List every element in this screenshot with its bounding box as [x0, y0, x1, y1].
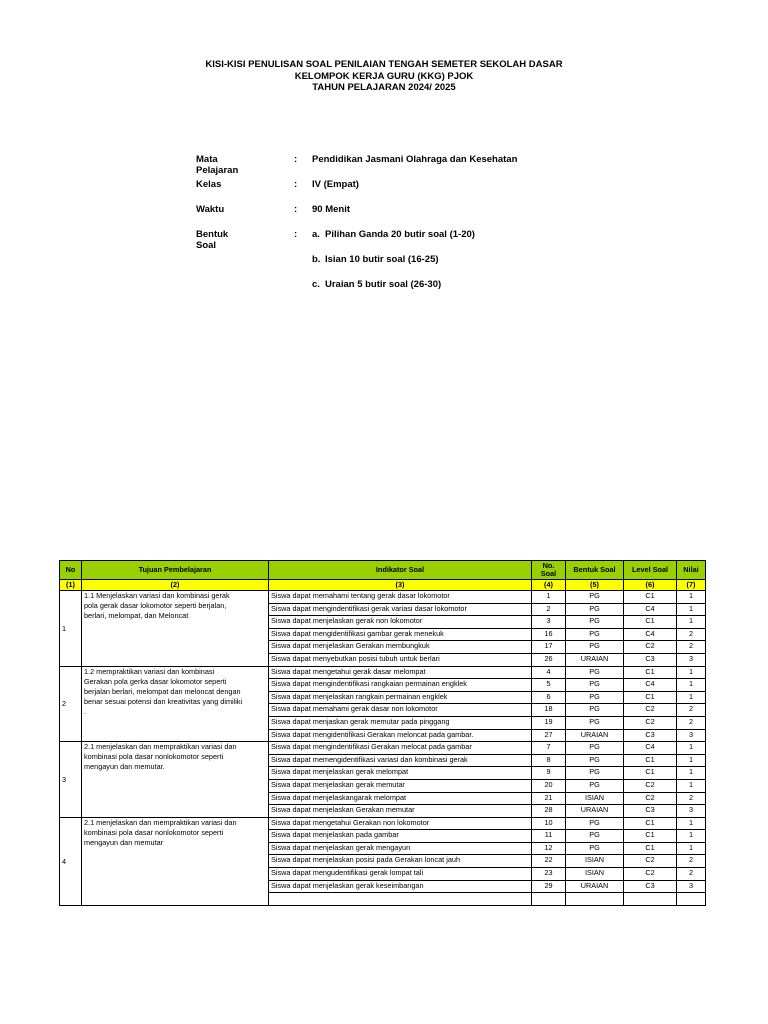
no-soal-cell: 4 — [532, 666, 566, 679]
bentuk-soal-cell: PG — [566, 679, 624, 692]
level-soal-cell: C2 — [624, 704, 677, 717]
nilai-cell: 2 — [677, 855, 706, 868]
nilai-cell: 1 — [677, 679, 706, 692]
bentuk-soal-cell: PG — [566, 691, 624, 704]
tujuan-line: 1.2 mempraktikan variasi dan kombinasi — [84, 666, 215, 676]
table-body — [60, 591, 706, 906]
indikator-cell: Siswa dapat mengindentifikasi Gerakan melocat pada gambar — [269, 742, 532, 755]
no-soal-cell: 23 — [532, 868, 566, 881]
tujuan-line: kombinasi pola dasar nonlokomotor seperti — [84, 752, 224, 762]
bentuk-text: Pilihan Ganda 20 butir soal (1-20) — [325, 229, 475, 240]
tujuan-line: mengayun dan memutar. — [84, 762, 165, 772]
meta-colon: : — [294, 229, 298, 240]
tujuan-line: Gerakan pola gerka dasar lokomotor seperti — [84, 676, 227, 686]
nilai-cell: 1 — [677, 830, 706, 843]
tujuan-line: pola gerak dasar lokomotor seperti berjalan, — [84, 601, 227, 610]
tujuan-line: berjalan berlari, melompat dan meloncat dengan — [84, 686, 241, 696]
indikator-cell: Siswa dapat menyebutkan posisi tubuh untuk berlari — [269, 653, 532, 666]
indikator-cell: Siswa dapat mengindentifikasi gerak variasi dasar lokomotor — [269, 603, 532, 616]
header-level: Level Soal — [624, 561, 677, 580]
table-row — [60, 666, 706, 679]
level-soal-cell: C3 — [624, 880, 677, 893]
meta-colon: : — [294, 204, 298, 215]
bentuk-soal-cell: PG — [566, 817, 624, 830]
column-number: (5) — [566, 580, 624, 591]
tujuan-pembelajaran — [82, 742, 269, 818]
nilai-cell: 1 — [677, 817, 706, 830]
nilai-cell: 2 — [677, 704, 706, 717]
bentuk-item — [312, 254, 439, 265]
level-soal-cell: C1 — [624, 767, 677, 780]
nilai-cell: 1 — [677, 691, 706, 704]
tujuan-line: 2.1 menjelaskan dan mempraktikan variasi dan — [84, 817, 237, 827]
bentuk-letter: c. — [312, 279, 320, 290]
indikator-cell: Siswa dapat menjelaskan gerak mengayun — [269, 842, 532, 855]
header-tujuan: Tujuan Pembelajaran — [82, 561, 269, 580]
meta-value: IV (Empat) — [312, 179, 359, 190]
indikator-cell: Siswa dapat mengindentifikasi rangkaian permainan engklek — [269, 679, 532, 692]
tujuan-pembelajaran — [82, 666, 269, 742]
tujuan-line: . — [84, 706, 87, 716]
tujuan-pembelajaran — [82, 817, 269, 905]
no-soal-cell: 8 — [532, 754, 566, 767]
level-soal-cell: C2 — [624, 716, 677, 729]
level-soal-cell: C4 — [624, 628, 677, 641]
indikator-cell: Siswa dapat mengidentifikasi gambar gerak menekuk — [269, 628, 532, 641]
meta-label: Bentuk Soal — [196, 229, 229, 251]
level-soal-cell: C1 — [624, 691, 677, 704]
level-soal-cell: C1 — [624, 830, 677, 843]
nilai-cell: 2 — [677, 792, 706, 805]
column-number: (7) — [677, 580, 706, 591]
indikator-cell: Siswa dapat menjelaskan Gerakan memutar — [269, 805, 532, 818]
level-soal-cell: C3 — [624, 653, 677, 666]
bentuk-soal-cell: PG — [566, 742, 624, 755]
tujuan-line: mengayun dan memutar — [84, 837, 164, 847]
indikator-cell: Siswa dapat memahami tentang gerak dasar lokomotor — [269, 591, 532, 604]
no-soal-cell: 11 — [532, 830, 566, 843]
nilai-cell: 1 — [677, 767, 706, 780]
header-indikator: Indikator Soal — [269, 561, 532, 580]
meta-label: Mata Pelajaran — [196, 154, 239, 176]
bentuk-soal-cell: URAIAN — [566, 880, 624, 893]
no-soal-cell: 10 — [532, 817, 566, 830]
title-line-3: TAHUN PELAJARAN 2024/ 2025 — [312, 82, 456, 93]
bentuk-soal-cell: PG — [566, 704, 624, 717]
no-soal-cell: 28 — [532, 805, 566, 818]
nilai-cell: 3 — [677, 729, 706, 742]
bentuk-soal-cell: PG — [566, 842, 624, 855]
meta-colon: : — [294, 179, 298, 190]
nilai-cell: 1 — [677, 616, 706, 629]
indikator-cell: Siswa dapat menjelaskan gerak memutar — [269, 779, 532, 792]
tujuan-line: kombinasi pola dasar nonlokomotor seperti — [84, 827, 224, 837]
no-soal-cell — [532, 893, 566, 906]
level-soal-cell: C2 — [624, 779, 677, 792]
bentuk-soal-cell: PG — [566, 830, 624, 843]
header-no-soal-line1: No. — [542, 561, 555, 570]
header-no-soal — [532, 561, 566, 580]
bentuk-soal-cell: ISIAN — [566, 868, 624, 881]
header-nilai: Nilai — [677, 561, 706, 580]
level-soal-cell: C1 — [624, 591, 677, 604]
indikator-cell: Siswa dapat menjelaskan gerak non lokomotor — [269, 616, 532, 629]
nilai-cell: 1 — [677, 779, 706, 792]
no-soal-cell: 29 — [532, 880, 566, 893]
level-soal-cell: C2 — [624, 855, 677, 868]
no-soal-cell: 2 — [532, 603, 566, 616]
bentuk-soal-cell: URAIAN — [566, 653, 624, 666]
no-soal-cell: 16 — [532, 628, 566, 641]
level-soal-cell: C2 — [624, 641, 677, 654]
indikator-cell: Siswa dapat menjelaskan gerak melompat — [269, 767, 532, 780]
table-row — [60, 742, 706, 755]
kisi-kisi-table — [59, 560, 706, 906]
indikator-cell: Siswa dapat memengidentifikasi variasi dan kombinasi gerak — [269, 754, 532, 767]
no-soal-cell: 3 — [532, 616, 566, 629]
meta-label: Kelas — [196, 179, 222, 190]
nilai-cell: 1 — [677, 842, 706, 855]
no-soal-cell: 27 — [532, 729, 566, 742]
meta-value: 90 Menit — [312, 204, 351, 215]
document-title — [0, 59, 768, 94]
column-number: (4) — [532, 580, 566, 591]
header-row — [60, 561, 706, 580]
column-number-row — [60, 580, 706, 591]
column-number: (3) — [269, 580, 532, 591]
nilai-cell: 1 — [677, 603, 706, 616]
bentuk-soal-cell: PG — [566, 779, 624, 792]
level-soal-cell: C2 — [624, 868, 677, 881]
bentuk-soal-cell — [566, 893, 624, 906]
bentuk-soal-cell: PG — [566, 716, 624, 729]
no-soal-cell: 7 — [532, 742, 566, 755]
nilai-cell: 1 — [677, 591, 706, 604]
level-soal-cell: C1 — [624, 616, 677, 629]
bentuk-soal-cell: PG — [566, 767, 624, 780]
nilai-cell: 2 — [677, 628, 706, 641]
bentuk-soal-cell: URAIAN — [566, 805, 624, 818]
nilai-cell: 3 — [677, 880, 706, 893]
group-number: 1 — [60, 591, 82, 667]
indikator-cell: Siswa dapat menjelaskan posisi pada Gerakan loncat jauh — [269, 855, 532, 868]
level-soal-cell: C1 — [624, 754, 677, 767]
group-number: 4 — [60, 817, 82, 905]
nilai-cell: 1 — [677, 666, 706, 679]
meta-label: Waktu — [196, 204, 225, 215]
bentuk-soal-cell: PG — [566, 754, 624, 767]
no-soal-cell: 12 — [532, 842, 566, 855]
nilai-cell: 3 — [677, 653, 706, 666]
no-soal-cell: 6 — [532, 691, 566, 704]
bentuk-item — [312, 229, 475, 240]
no-soal-cell: 26 — [532, 653, 566, 666]
indikator-cell: Siswa dapat menjelaskan gerak keseimbangan — [269, 880, 532, 893]
nilai-cell: 2 — [677, 868, 706, 881]
bentuk-text: Uraian 5 butir soal (26-30) — [325, 279, 442, 290]
nilai-cell: 2 — [677, 716, 706, 729]
bentuk-soal-cell: PG — [566, 628, 624, 641]
bentuk-item — [312, 279, 441, 290]
indikator-cell: Siswa dapat mengudentifikasi gerak lompat tali — [269, 868, 532, 881]
bentuk-soal-cell: URAIAN — [566, 729, 624, 742]
bentuk-soal-cell: PG — [566, 603, 624, 616]
nilai-cell: 1 — [677, 754, 706, 767]
nilai-cell: 2 — [677, 641, 706, 654]
meta-colon: : — [294, 154, 298, 165]
no-soal-cell: 19 — [532, 716, 566, 729]
indikator-cell: Siswa dapat mengetahui Gerakan non lokomotor — [269, 817, 532, 830]
no-soal-cell: 22 — [532, 855, 566, 868]
column-number: (2) — [82, 580, 269, 591]
tujuan-line: benar sesuai potensi dan kreativitas yang dimiliki — [84, 696, 243, 706]
title-line-1: KISI-KISI PENULISAN SOAL PENILAIAN TENGAH SEMETER SEKOLAH DASAR — [205, 59, 563, 70]
group-number: 2 — [60, 666, 82, 742]
meta-value: Pendidikan Jasmani Olahraga dan Kesehatan — [312, 154, 518, 165]
bentuk-letter: b. — [312, 254, 321, 265]
header-no-soal-line2: Soal — [540, 569, 557, 578]
indikator-cell: Siswa dapat menjelaskan rangkain permainan engklek — [269, 691, 532, 704]
level-soal-cell: C2 — [624, 792, 677, 805]
no-soal-cell: 20 — [532, 779, 566, 792]
indikator-cell: Siswa dapat mengetahui gerak dasar melompat — [269, 666, 532, 679]
bentuk-soal-cell: ISIAN — [566, 792, 624, 805]
level-soal-cell — [624, 893, 677, 906]
nilai-cell: 3 — [677, 805, 706, 818]
level-soal-cell: C1 — [624, 817, 677, 830]
level-soal-cell: C4 — [624, 742, 677, 755]
bentuk-text: Isian 10 butir soal (16-25) — [325, 254, 439, 265]
nilai-cell: 1 — [677, 742, 706, 755]
indikator-cell — [269, 893, 532, 906]
no-soal-cell: 18 — [532, 704, 566, 717]
level-soal-cell: C4 — [624, 679, 677, 692]
column-number: (6) — [624, 580, 677, 591]
tujuan-line: berlari, melompat, dan Meloncat — [84, 611, 189, 620]
level-soal-cell: C4 — [624, 603, 677, 616]
bentuk-soal-cell: ISIAN — [566, 855, 624, 868]
bentuk-soal-cell: PG — [566, 591, 624, 604]
indikator-cell: Siswa dapat menjaskan gerak memutar pada pinggang — [269, 716, 532, 729]
table-row — [60, 591, 706, 604]
no-soal-cell: 1 — [532, 591, 566, 604]
bentuk-soal-cell: PG — [566, 641, 624, 654]
header-bentuk: Bentuk Soal — [566, 561, 624, 580]
bentuk-soal-cell: PG — [566, 666, 624, 679]
no-soal-cell: 5 — [532, 679, 566, 692]
column-number: (1) — [60, 580, 82, 591]
level-soal-cell: C3 — [624, 729, 677, 742]
indikator-cell: Siswa dapat menjelaskangarak melompat — [269, 792, 532, 805]
level-soal-cell: C3 — [624, 805, 677, 818]
level-soal-cell: C1 — [624, 842, 677, 855]
indikator-cell: Siswa dapat menjelaskan Gerakan membungkuk — [269, 641, 532, 654]
title-line-2: KELOMPOK KERJA GURU (KKG) PJOK — [294, 70, 474, 82]
tujuan-line: 2.1 menjelaskan dan mempraktikan variasi dan — [84, 742, 237, 752]
indikator-cell: Siswa dapat memahami gerak dasar non lokomotor — [269, 704, 532, 717]
bentuk-soal-cell: PG — [566, 616, 624, 629]
tujuan-pembelajaran — [82, 591, 269, 667]
bentuk-letter: a. — [312, 229, 320, 240]
indikator-cell: Siswa dapat menjelaskan pada gambar — [269, 830, 532, 843]
indikator-cell: Siswa dapat mengidentifikasi Gerakan meloncat pada gambar. — [269, 729, 532, 742]
level-soal-cell: C1 — [624, 666, 677, 679]
nilai-cell — [677, 893, 706, 906]
group-number: 3 — [60, 742, 82, 818]
tujuan-line: 1.1 Menjelaskan variasi dan kombinasi gerak — [84, 591, 230, 600]
table-row — [60, 817, 706, 830]
no-soal-cell: 17 — [532, 641, 566, 654]
no-soal-cell: 21 — [532, 792, 566, 805]
no-soal-cell: 9 — [532, 767, 566, 780]
header-no: No — [60, 561, 82, 580]
